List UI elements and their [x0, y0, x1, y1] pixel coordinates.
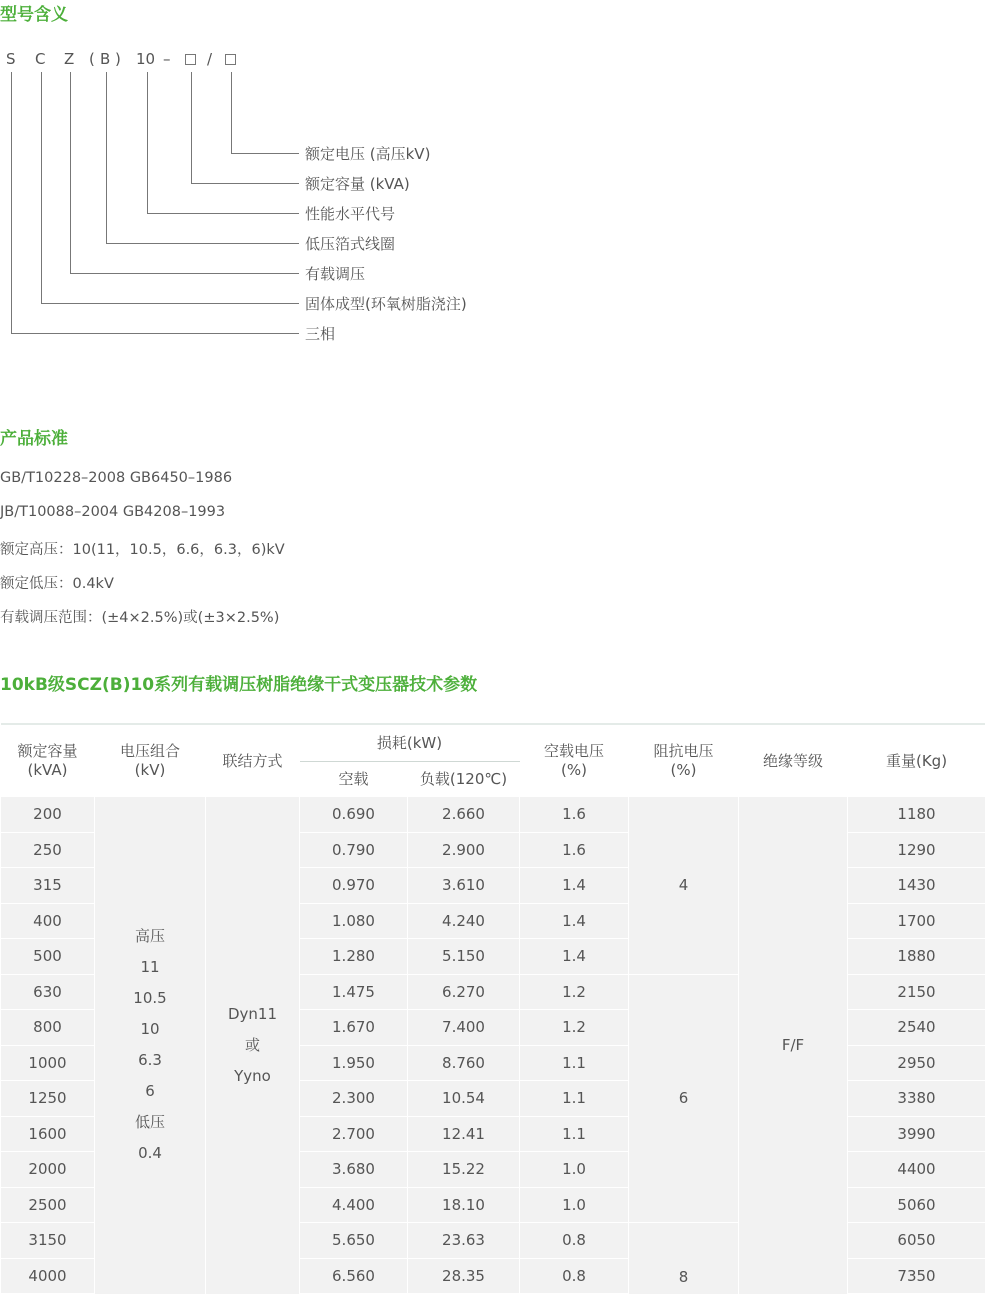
cell-noload-loss: 1.080: [300, 903, 408, 939]
cell-weight: 1180: [848, 797, 985, 832]
cell-impedance: 6: [629, 974, 739, 1223]
cell-capacity: 2500: [1, 1187, 95, 1223]
code-char-10: 10: [136, 50, 155, 68]
cell-load-loss: 5.150: [408, 939, 520, 975]
code-char-dash: –: [163, 50, 171, 68]
cell-capacity: 630: [1, 974, 95, 1010]
cell-noload-current: 0.8: [520, 1223, 629, 1259]
cell-noload-loss: 5.650: [300, 1223, 408, 1259]
cell-noload-loss: 0.790: [300, 832, 408, 868]
header-insulation: 绝缘等级: [739, 724, 848, 797]
cell-capacity: 250: [1, 832, 95, 868]
cell-noload-current: 1.2: [520, 1010, 629, 1046]
cell-weight: 1290: [848, 832, 985, 868]
connector-vline: [41, 72, 42, 303]
connector-hline: [231, 153, 299, 154]
label-performance-code: 性能水平代号: [305, 203, 395, 224]
connector-vline: [147, 72, 148, 213]
standard-line: 额定低压：0.4kV: [0, 572, 114, 593]
cell-weight: 3990: [848, 1116, 985, 1152]
connector-vline: [70, 72, 71, 273]
placeholder-box-capacity: [185, 54, 196, 65]
cell-capacity: 1000: [1, 1045, 95, 1081]
cell-load-loss: 7.400: [408, 1010, 520, 1046]
cell-noload-current: 1.0: [520, 1152, 629, 1188]
header-weight: 重量(Kg): [848, 724, 985, 797]
header-voltage: 电压组合 (kV): [95, 724, 206, 797]
label-rated-voltage: 额定电压 (高压kV): [305, 143, 430, 164]
connector-vline: [191, 72, 192, 183]
connector-hline: [106, 243, 299, 244]
cell-load-loss: 12.41: [408, 1116, 520, 1152]
code-char-slash: /: [207, 50, 212, 68]
header-capacity: 额定容量 (kVA): [1, 724, 95, 797]
header-loss-load: 负载(120℃): [408, 762, 520, 798]
cell-load-loss: 10.54: [408, 1081, 520, 1117]
code-char-b: B: [100, 50, 110, 68]
cell-noload-loss: 3.680: [300, 1152, 408, 1188]
table-row: [1, 797, 985, 832]
cell-noload-loss: 1.475: [300, 974, 408, 1010]
cell-weight: 2950: [848, 1045, 985, 1081]
label-three-phase: 三相: [305, 323, 335, 344]
section-title-standards: 产品标准: [0, 424, 68, 449]
cell-load-loss: 2.660: [408, 797, 520, 832]
table-body: [1, 797, 985, 1294]
cell-capacity: 1600: [1, 1116, 95, 1152]
cell-capacity: 3150: [1, 1223, 95, 1259]
cell-connection: Dyn11 或 Yyno: [206, 797, 300, 1294]
cell-capacity: 2000: [1, 1152, 95, 1188]
connector-vline: [106, 72, 107, 243]
connector-hline: [11, 333, 299, 334]
label-foil-winding: 低压箔式线圈: [305, 233, 395, 254]
cell-capacity: 500: [1, 939, 95, 975]
cell-weight: 4400: [848, 1152, 985, 1188]
connector-hline: [70, 273, 299, 274]
header-noload-current: 空载电压 (%): [520, 724, 629, 797]
code-char-rparen: ): [115, 50, 121, 68]
code-char-s: S: [6, 50, 16, 68]
cell-weight: 1700: [848, 903, 985, 939]
cell-noload-loss: 2.700: [300, 1116, 408, 1152]
label-rated-capacity: 额定容量 (kVA): [305, 173, 410, 194]
standard-line: GB/T10228–2008 GB6450–1986: [0, 470, 232, 486]
connector-hline: [41, 303, 299, 304]
cell-noload-current: 1.4: [520, 903, 629, 939]
cell-capacity: 1250: [1, 1081, 95, 1117]
cell-weight: 2540: [848, 1010, 985, 1046]
standard-line: 额定高压：10(11，10.5，6.6，6.3，6)kV: [0, 538, 285, 559]
header-loss-noload: 空载: [300, 762, 408, 798]
cell-weight: 1880: [848, 939, 985, 975]
cell-impedance: 4: [629, 797, 739, 974]
cell-noload-loss: 1.950: [300, 1045, 408, 1081]
cell-capacity: 400: [1, 903, 95, 939]
connector-hline: [191, 183, 299, 184]
cell-noload-current: 1.1: [520, 1045, 629, 1081]
cell-noload-current: 1.4: [520, 868, 629, 904]
cell-noload-current: 1.2: [520, 974, 629, 1010]
connector-vline: [231, 72, 232, 153]
cell-noload-loss: 4.400: [300, 1187, 408, 1223]
cell-load-loss: 6.270: [408, 974, 520, 1010]
cell-weight: 3380: [848, 1081, 985, 1117]
cell-noload-current: 1.1: [520, 1081, 629, 1117]
cell-capacity: 4000: [1, 1258, 95, 1294]
cell-noload-current: 1.6: [520, 797, 629, 832]
section-title-parameters: 10kB级SCZ(B)10系列有载调压树脂绝缘干式变压器技术参数: [0, 670, 477, 695]
label-solid-cast: 固体成型(环氧树脂浇注): [305, 293, 467, 314]
code-char-c: C: [35, 50, 45, 68]
cell-load-loss: 28.35: [408, 1258, 520, 1294]
section-title-model: 型号含义: [0, 0, 68, 25]
cell-insulation: F/F: [739, 797, 848, 1294]
cell-weight: 7350: [848, 1258, 985, 1294]
code-char-z: Z: [64, 50, 74, 68]
cell-load-loss: 2.900: [408, 832, 520, 868]
code-char-lparen: (: [89, 50, 95, 68]
cell-noload-loss: 0.690: [300, 797, 408, 832]
cell-impedance: 8: [629, 1223, 739, 1294]
cell-noload-current: 1.0: [520, 1187, 629, 1223]
cell-voltage-combo: 高压 11 10.5 10 6.3 6 低压 0.4: [95, 797, 206, 1294]
cell-capacity: 315: [1, 868, 95, 904]
cell-load-loss: 3.610: [408, 868, 520, 904]
header-connection: 联结方式: [206, 724, 300, 797]
parameter-table: [0, 723, 985, 1294]
cell-load-loss: 4.240: [408, 903, 520, 939]
cell-capacity: 200: [1, 797, 95, 832]
header-loss: 损耗(kW): [300, 724, 520, 762]
cell-weight: 5060: [848, 1187, 985, 1223]
cell-noload-current: 1.6: [520, 832, 629, 868]
label-onload-tap: 有载调压: [305, 263, 365, 284]
cell-noload-loss: 1.670: [300, 1010, 408, 1046]
cell-load-loss: 15.22: [408, 1152, 520, 1188]
cell-weight: 1430: [848, 868, 985, 904]
standard-line: JB/T10088–2004 GB4208–1993: [0, 504, 225, 520]
cell-noload-loss: 1.280: [300, 939, 408, 975]
standard-line: 有载调压范围：(±4×2.5%)或(±3×2.5%): [0, 606, 279, 627]
cell-load-loss: 18.10: [408, 1187, 520, 1223]
cell-weight: 2150: [848, 974, 985, 1010]
cell-noload-loss: 0.970: [300, 868, 408, 904]
cell-noload-loss: 2.300: [300, 1081, 408, 1117]
cell-noload-current: 0.8: [520, 1258, 629, 1294]
cell-noload-current: 1.1: [520, 1116, 629, 1152]
connector-hline: [147, 213, 299, 214]
placeholder-box-voltage: [225, 54, 236, 65]
cell-capacity: 800: [1, 1010, 95, 1046]
cell-weight: 6050: [848, 1223, 985, 1259]
cell-noload-current: 1.4: [520, 939, 629, 975]
cell-load-loss: 8.760: [408, 1045, 520, 1081]
header-impedance: 阻抗电压 (%): [629, 724, 739, 797]
cell-noload-loss: 6.560: [300, 1258, 408, 1294]
connector-vline: [11, 72, 12, 333]
cell-load-loss: 23.63: [408, 1223, 520, 1259]
